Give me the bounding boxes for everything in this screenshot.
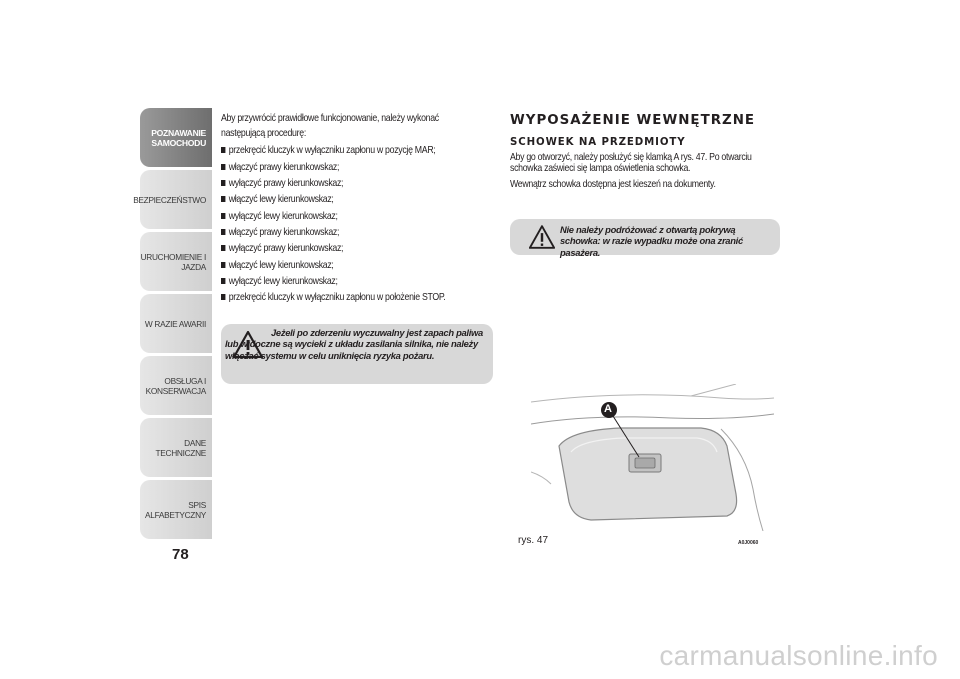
tab-bezpieczenstwo[interactable] [133,170,212,229]
list-item: włączyć prawy kierunkowskaz; [221,160,453,175]
glovebox-drawing [531,384,774,531]
tab-label: BEZPIECZEŃSTWO [133,194,206,205]
callout-a-label: A [604,403,612,415]
paragraph: Aby go otworzyć, należy posłużyć się klamką A rys. 47. Po otwarciu schowka zaświeci się lampa oświetlenia schowka. [510,152,752,175]
fuel-warning-box [221,324,493,384]
list-item: włączyć lewy kierunkowskaz; [221,192,453,207]
list-item: włączyć prawy kierunkowskaz; [221,225,453,240]
list-item: wyłączyć prawy kierunkowskaz; [221,176,453,191]
fuel-warning-text: Jeżeli po zderzeniu wyczuwalny jest zapach paliwa lub widoczne są wycieki z układu zasilania silnika, nie należy włączać systemu w celu uniknięcia ryzyka pożaru. [225,327,483,361]
tab-label: SPIS ALFABETYCZNY [145,499,206,520]
glovebox-text [510,152,785,190]
warning-triangle-icon [529,225,555,249]
section-title: WYPOSAŻENIE WEWNĘTRZNE [510,113,756,128]
equipment-column [510,113,800,190]
tab-w-razie-awarii[interactable] [140,294,212,353]
tab-spis-alfabetyczny[interactable] [140,480,212,539]
tab-uruchomienie-jazda[interactable] [140,232,212,291]
tab-obsluga-konserwacja[interactable] [140,356,212,415]
tab-dane-techniczne[interactable] [140,418,212,477]
tab-label: W RAZIE AWARII [144,318,206,329]
sub-title: SCHOWEK NA PRZEDMIOTY [510,137,686,148]
glovebox-warning-box [510,219,780,258]
procedure-steps [221,143,453,305]
figure-caption: rys. 47 [518,535,549,546]
figure-code: A0J0060 [738,540,759,546]
list-item: włączyć lewy kierunkowskaz; [221,258,453,273]
list-item: wyłączyć lewy kierunkowskaz; [221,209,453,224]
tab-label: DANE TECHNICZNE [155,437,206,458]
tab-label: URUCHOMIENIE I JAZDA [140,251,206,272]
tab-poznawanie-samochodu[interactable] [140,108,212,167]
list-item: wyłączyć prawy kierunkowskaz; [221,241,453,256]
paragraph: Wewnątrz schowka dostępna jest kieszeń na dokumenty. [510,178,716,190]
procedure-column [221,111,453,307]
glovebox-illustration [531,384,774,531]
tab-label: OBSŁUGA I KONSERWACJA [145,375,206,396]
list-item: przekręcić kluczyk w wyłączniku zapłonu w pozycję MAR; [221,143,453,158]
list-item: wyłączyć lewy kierunkowskaz; [221,274,453,289]
procedure-intro: Aby przywrócić prawidłowe funkcjonowanie, należy wykonać następującą procedurę: [221,113,439,140]
list-item: przekręcić kluczyk w wyłączniku zapłonu w położenie STOP. [221,290,453,305]
chapter-tabs [133,108,212,542]
tab-label: POZNAWANIE SAMOCHODU [151,127,206,148]
page-number: 78 [172,546,189,563]
glovebox-warning-text: Nie należy podróżować z otwartą pokrywą schowka: w razie wypadku może ona zranić pasażera. [560,224,743,258]
watermark: carmanualsonline.info [659,640,938,671]
